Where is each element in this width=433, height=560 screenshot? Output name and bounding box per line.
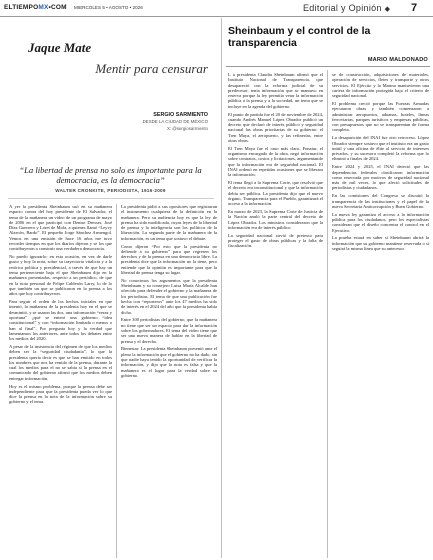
paragraph: L a presidenta Claudia Sheinbaum afirmó que el Instituto Nacional de Transparencia, que desapareció con la reforma judicial de su predecesor, tenía información que se mantuvo en reserva porque la ley permitía vetar la información pública a la prensa y a la sociedad, un tema que se incluye en la agenda del gobierno. (228, 72, 323, 109)
left-article-column-2 (121, 204, 217, 554)
divider (8, 198, 214, 199)
column-name: Jaque Mate (28, 40, 92, 55)
paragraph: El tema llegó a la Suprema Corte, que resolvió que el decreto era inconstitucional y que la información debía ser pública. La presidenta dijo que el nuevo órgano, Transparencia para el Pueblo, garantizará el acceso a la información. (228, 180, 323, 207)
section-separator: ◆ (384, 6, 391, 13)
paragraph: Entre 300 periodistas del gobierno, que la mañanera no tiene que ser un espacio para dar la información sobre los gobernadores. El tema del video tiene que ser una nueva manera de hablar en la libertad de prensa y el derecho. (121, 317, 217, 344)
paragraph: Como dijeron “Por esto que la presidenta no defiende a su gobierno” para que regresen los derechos y de la prensa en una democracia libre. La presidenta dice que la información no la tiene, pero entiende que la opinión es importante para que la libertad de prensa tenga su lugar. (121, 243, 217, 276)
paragraph: El problema creció porque las Fuerzas Armadas ejecutaron obras y también comenzaron a administrar aeropuertos, aduanas, hoteles, líneas ferroviarias, parques turísticos y empresas públicas, con presupuestos que no se transparentan de forma completa. (332, 100, 429, 133)
epigraph-quote: “La libertad de prensa no solo es importante para la democracia, es la democracia” (19, 165, 202, 185)
column-divider-left (116, 204, 117, 558)
paragraph: El Tren Maya fue el caso más claro. Fonatur, el organismo encargado de la obra, negó información sobre contratos, costos y licitaciones, argumentando que la información era de seguridad nacional. El INAI ordenó en repetidas ocasiones que se liberara la información. (228, 145, 323, 178)
right-article-column-2 (332, 72, 429, 556)
right-article-headline: Sheinbaum y el control de la transparencia (228, 25, 371, 49)
article-headline: Mentir para censurar (95, 61, 208, 76)
paragraph: Para seguir el orden de los hechos iniciales en que intentó, la mañanera de la presidenta hoy en el que se desmintió, y se usaron las dos, una información “veraz y oportuna” ¿qué se enteró una gobierno “idea constitucional” y con “información limitada o menos o han al final”. Por pregunta hoy y la verdad que lamentamos los anteriores, ante todos los debates entre los medios del 2020. (9, 299, 112, 342)
paragraph: se de construcción, adquisiciones de materiales, operación de servicios, fletes y transporte y otros servicios. El Ejército y la Marina mantuvieron una cartera de información protegida bajo el criterio de seguridad nacional. (332, 72, 429, 99)
paragraph: Entre 2024 y 2025, el INAI detectó que las dependencias federales clasificaron información como reservada por motivos de seguridad nacional más de mil veces, lo que afectó solicitudes de periodistas y ciudadanos. (332, 164, 429, 191)
section-label: Editorial y Opinión (303, 3, 382, 13)
paragraph: La seguridad nacional sirvió de pretexto para proteger el gasto de obras públicas y la falta de fiscalización. (228, 232, 323, 249)
paragraph: No puedo ignorarlo: en esta ocasión, en vez de darle gusto y hoy la nota, sobre su trayectoria vitalicia y a la retórica política y presidencial, a través de que hay un tema perteneciente bajo el que Sheinbaum dijo en la mañanera presentadas, respecto a un periódico, de que en la nota personal de Felipe Calderón Larry, lo de lo que también un que se publicaron en la prensa a los años que hoy contribuyeron. (9, 254, 112, 297)
section-title (303, 3, 390, 13)
paragraph: La presidenta pidió a sus opositores que registraran el instrumento cualquiera de la definición en la mañanera. Pero su audiencia hoy es que la ley de prensa ha sido modificada, cuyas leyes de la libertad de prensa y la inteligencia son los políticos de la liberación. La segunda parte de la mañanera de la información, es un tema que sostuvo el debate. (121, 204, 217, 241)
divider (226, 66, 430, 67)
paragraph: La prueba estará en saber si Sheinbaum abrirá la información que su gobierno mantiene reservada o si seguirá la misma línea que su antecesor. (332, 235, 429, 251)
paragraph: En las comisiones del Congreso se discutió la transparencia de las instituciones y el papel de la nueva Secretaría Anticorrupción y Buen Gobierno. (332, 193, 429, 209)
author-name: SERGIO SARMIENTO (153, 112, 208, 118)
left-article-column-1 (9, 204, 112, 554)
author-handle: X: @sergiosarmiento (166, 126, 208, 131)
issue-date: MIERCOLES 5 • AGOSTO • 2026 (74, 5, 143, 10)
paragraph: Hoy es el mismo problema, porque la prensa debe ser independiente para que la presidenta pueda ver lo que dice la prensa en la nota de la información sobre su gobierno y el tema. (9, 383, 112, 405)
logo-part-2: MX (38, 4, 49, 11)
paragraph: En marzo de 2023, la Suprema Corte de Justicia de la Nación anuló la parte central del decreto de López Obrador. Los ministros consideraron que la información era de interés público. (228, 209, 323, 231)
paragraph: A yer la presidenta Sheinbaum usó en su mañanera espacio contra del hoy presidente de El Salvador, el tema de la mañanera un video de un programa de mayo de 2006 en el que participó con Denise Dresser, José Díaz Guerrero y Loret de Mola, a quienes llamó “Leyvy Alarcón, Bardo”. El pequeño Jorge Sánchez Armengol. Vemos en una emisión de hace 16 años me tuvo recorder tiempos en que los diarios dijeron y se los que contribuyeron a construir una verdadera democracia. (9, 204, 112, 252)
paragraph: No conocimos los argumentos que la presidenta Sheinbaum y su consejero Luisa María Alcalde han ofrecido para defender el gobierno y la mañanera de los periodistas. El tema de que una publicación fue hecha con “reporteros” ante los 47 medios ha sido de interés en el 2024 del año que la presidenta había dicho. (121, 277, 217, 315)
paragraph: Bienestar: La presidenta Sheinbaum presentó ante el pleno la información que el gobierno no ha dado, sin que nadie haya tenido la oportunidad de verificar la información, y dijo que la nota es falsa y que la mañanera es el lugar para la verdad sobre su gobierno. (121, 346, 217, 378)
paragraph: La nueva ley garantiza el acceso a la información pública para los ciudadanos, pero los especialistas consideran que el diseño concentra el control en el Ejecutivo. (332, 211, 429, 233)
right-article-column-1 (228, 72, 323, 556)
logo-part-1: ELTIEMPO (4, 4, 39, 11)
right-article-author: MARIO MALDONADO (367, 57, 428, 63)
paragraph: La desaparición del INAI fue otro retroceso. López Obrador siempre sostuvo que el instituto era un gasto inútil y una oficina de élite al servicio de intereses privados, y su sucesora completó la reforma que lo eliminó a finales de 2024. (332, 135, 429, 162)
column-divider-right (327, 70, 328, 558)
paragraph: A pesar de la insistencia del régimen de que los medios deben ser la “seguridad ciudadanía”, lo que la presidenta quería decir es que se han emitido en todos los nombres que nos ha venido de la prensa, durante la cual los medios para el no se sabía si la prensa en el comunicado del gobierno afirmó que los medios deben entregar información. (9, 343, 112, 381)
epigraph-attribution: WALTER CRONKITE, PERIODISTA, 1916-2009 (55, 188, 166, 193)
masthead-bar (0, 0, 433, 17)
column-divider-main (221, 18, 222, 558)
paragraph: El punto de partida fue el 20 de noviembre de 2024, cuando Andrés Manuel López Obrador publicó un decreto que declaró de interés público y seguridad nacional las obras prioritarias de su gobierno: el Tren Maya, el aeropuerto, y las refinerías, entre otras obras. (228, 111, 323, 144)
page-number: 7 (411, 2, 418, 14)
newspaper-logo[interactable] (4, 4, 67, 11)
logo-part-3: •COM (48, 4, 67, 11)
author-location: DESDE LA CIUDAD DE MÉXICO (142, 119, 208, 124)
